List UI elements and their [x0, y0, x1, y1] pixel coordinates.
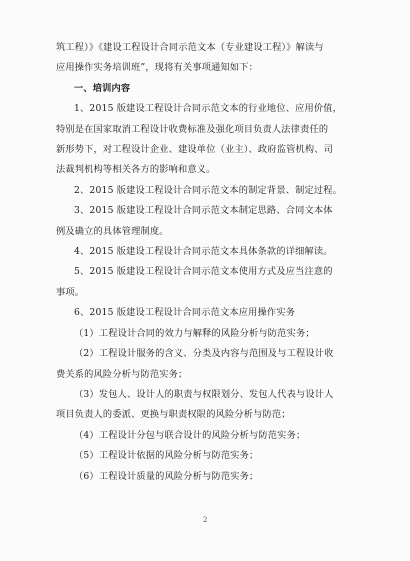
- paragraph-line: 6、2015 版建设工程设计合同示范文本应用操作实务: [74, 307, 296, 319]
- paragraph-line: 3、2015 版建设工程设计合同示范文本制定思路、合同文本体: [74, 205, 333, 217]
- paragraph-line: （5）工程设计依据的风险分析与防范实务；: [74, 450, 259, 462]
- paragraph-line: （2）工程设计服务的含义、分类及内容与范围及与工程设计收: [74, 348, 334, 360]
- paragraph-line: 筑工程）》《建设工程设计合同示范文本（专业建设工程）》解读与: [56, 42, 324, 53]
- paragraph-line: 2、2015 版建设工程设计合同示范文本的制定背景、制定过程。: [74, 184, 343, 196]
- paragraph-line: （3）发包人、设计人的职责与权限划分、发包人代表与设计人: [74, 388, 334, 400]
- paragraph-line: （1）工程设计合同的效力与解释的风险分析与防范实务；: [74, 327, 315, 339]
- paragraph-line: 法裁判机构等相关各方的影响和意义。: [56, 164, 216, 176]
- paragraph-line: 例及确立的具体管理制度。: [56, 225, 169, 237]
- paragraph-line: （6）工程设计质量的风险分析与防范实务；: [74, 470, 259, 482]
- paragraph-line: 项目负责人的委派、更换与职责权限的风险分析与防范；: [56, 409, 291, 421]
- paragraph-line: 新形势下，对工程设计企业、建设单位（业主）、政府监管机构、司: [56, 144, 334, 156]
- paragraph-line: （4）工程设计分包与联合设计的风险分析与防范实务；: [74, 429, 306, 441]
- paragraph-line: 5、2015 版建设工程设计合同示范文本使用方式及应当注意的: [74, 266, 333, 278]
- paragraph-line: 特别是在国家取消工程设计收费标准及强化项目负责人法律责任的: [56, 123, 329, 135]
- paragraph-line: 应用操作实务培训班”，现将有关事项通知如下：: [56, 62, 259, 74]
- paragraph-line: 事项。: [56, 286, 85, 298]
- document-body: [56, 38, 356, 487]
- section-heading: 一、培训内容: [74, 82, 131, 94]
- paragraph-line: 4、2015 版建设工程设计合同示范文本具体条款的详细解读。: [74, 246, 333, 258]
- page-number: 2: [203, 516, 208, 524]
- paragraph-line: 费关系的风险分析与防范实务；: [56, 368, 188, 380]
- paragraph-line: 1、2015 版建设工程设计合同示范文本的行业地位、应用价值，: [74, 103, 343, 115]
